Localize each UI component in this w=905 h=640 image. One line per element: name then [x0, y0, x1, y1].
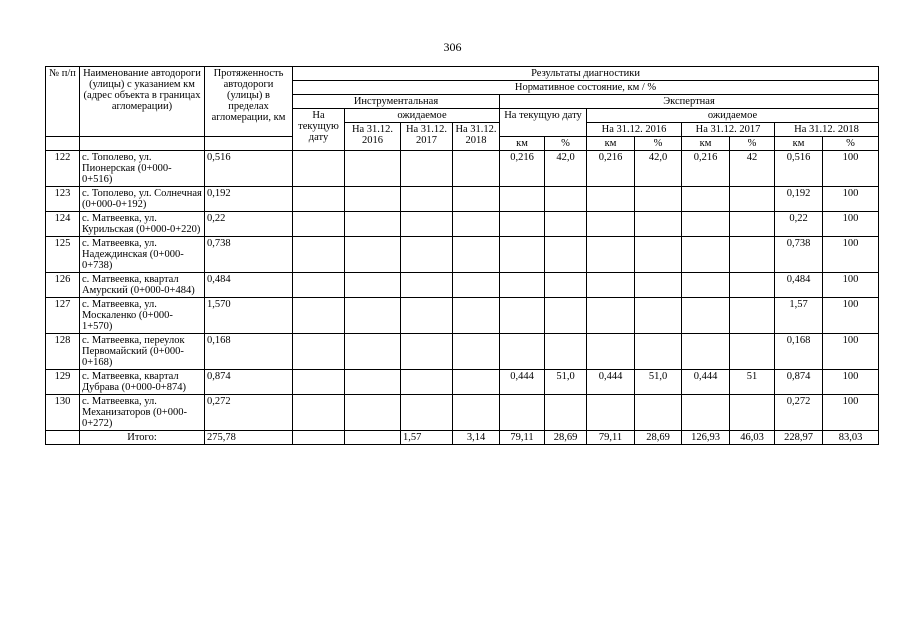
cell-2018-km: 0,874: [775, 370, 823, 395]
cell-cur-km: [500, 273, 545, 298]
cell-2016-km: 0,216: [587, 151, 635, 187]
cell-instr-2017: [401, 151, 453, 187]
header-length: Протяженность автодороги (улицы) в пределах агломерации, км: [205, 67, 293, 137]
cell-instr-current: [293, 334, 345, 370]
total-2018-km: 228,97: [775, 431, 823, 445]
header-expert-2017: На 31.12. 2017: [682, 123, 775, 137]
cell-2016-km: [587, 212, 635, 237]
cell-instr-current: [293, 187, 345, 212]
header-results: Результаты диагностики: [293, 67, 879, 81]
cell-2018-pct: 100: [823, 187, 879, 212]
cell-instr-2018: [453, 395, 500, 431]
table-row: [46, 237, 879, 273]
cell-2017-pct: 42: [730, 151, 775, 187]
cell-2017-km: 0,216: [682, 151, 730, 187]
cell-cur-pct: [545, 273, 587, 298]
cell-instr-2018: [453, 298, 500, 334]
cell-2018-km: 0,272: [775, 395, 823, 431]
cell-2017-pct: [730, 273, 775, 298]
cell-num: 124: [46, 212, 80, 237]
header-2016-km: км: [587, 137, 635, 151]
header-cur-pct: %: [545, 137, 587, 151]
cell-instr-2018: [453, 334, 500, 370]
cell-2017-km: [682, 187, 730, 212]
table-row: [46, 212, 879, 237]
cell-2017-pct: [730, 298, 775, 334]
cell-2016-pct: [635, 237, 682, 273]
cell-instr-2018: [453, 212, 500, 237]
total-instr-2017: 1,57: [401, 431, 453, 445]
cell-instr-current: [293, 273, 345, 298]
cell-2018-pct: 100: [823, 370, 879, 395]
cell-name: с. Матвеевка, ул. Механизаторов (0+000-0+272): [80, 395, 205, 431]
cell-instr-2017: [401, 273, 453, 298]
cell-instr-2018: [453, 273, 500, 298]
header-instr-current: На текущую дату: [293, 109, 345, 151]
cell-name: с. Тополево, ул. Солнечная (0+000-0+192): [80, 187, 205, 212]
cell-length: 0,22: [205, 212, 293, 237]
header-expert-current: На текущую дату: [500, 109, 587, 137]
cell-2017-pct: [730, 187, 775, 212]
cell-2016-km: [587, 298, 635, 334]
cell-length: 0,738: [205, 237, 293, 273]
header-spacer-name: [80, 137, 205, 151]
cell-instr-2017: [401, 298, 453, 334]
header-expert: Экспертная: [500, 95, 879, 109]
cell-2016-pct: 51,0: [635, 370, 682, 395]
cell-cur-km: [500, 298, 545, 334]
cell-length: 0,874: [205, 370, 293, 395]
cell-2018-km: 1,57: [775, 298, 823, 334]
table-row: [46, 395, 879, 431]
cell-instr-current: [293, 370, 345, 395]
cell-instr-2016: [345, 370, 401, 395]
header-spacer-length: [205, 137, 293, 151]
cell-name: с. Тополево, ул. Пионерская (0+000-0+516): [80, 151, 205, 187]
cell-2018-km: 0,168: [775, 334, 823, 370]
cell-name: с. Матвеевка, ул. Москаленко (0+000-1+570): [80, 298, 205, 334]
cell-length: 0,272: [205, 395, 293, 431]
cell-2016-km: [587, 395, 635, 431]
cell-cur-pct: [545, 298, 587, 334]
cell-2017-km: [682, 237, 730, 273]
cell-instr-2017: [401, 334, 453, 370]
cell-name: с. Матвеевка, переулок Первомайский (0+000-0+168): [80, 334, 205, 370]
total-cur-pct: 28,69: [545, 431, 587, 445]
cell-cur-km: [500, 237, 545, 273]
cell-2016-km: [587, 187, 635, 212]
cell-instr-2016: [345, 237, 401, 273]
cell-2016-pct: [635, 212, 682, 237]
cell-num: 127: [46, 298, 80, 334]
cell-instr-2018: [453, 237, 500, 273]
table-row: [46, 298, 879, 334]
cell-2017-pct: [730, 212, 775, 237]
table-row: [46, 334, 879, 370]
header-cur-km: км: [500, 137, 545, 151]
header-spacer-num: [46, 137, 80, 151]
cell-2017-pct: [730, 395, 775, 431]
cell-2018-pct: 100: [823, 334, 879, 370]
header-instr-2016: На 31.12. 2016: [345, 123, 401, 151]
page-number: 306: [443, 40, 462, 54]
cell-num: 129: [46, 370, 80, 395]
cell-2017-pct: [730, 237, 775, 273]
cell-2018-pct: 100: [823, 151, 879, 187]
total-instr-current: [293, 431, 345, 445]
cell-length: 0,168: [205, 334, 293, 370]
cell-num: 128: [46, 334, 80, 370]
cell-num: 130: [46, 395, 80, 431]
cell-2018-pct: 100: [823, 237, 879, 273]
cell-2017-km: [682, 334, 730, 370]
cell-2018-km: 0,22: [775, 212, 823, 237]
cell-2017-km: [682, 395, 730, 431]
total-label: Итого:: [80, 431, 205, 445]
total-2017-pct: 46,03: [730, 431, 775, 445]
cell-instr-2016: [345, 334, 401, 370]
cell-instr-current: [293, 298, 345, 334]
header-2018-pct: %: [823, 137, 879, 151]
cell-num: 125: [46, 237, 80, 273]
cell-cur-pct: [545, 334, 587, 370]
cell-cur-km: 0,216: [500, 151, 545, 187]
total-cur-km: 79,11: [500, 431, 545, 445]
cell-name: с. Матвеевка, квартал Амурский (0+000-0+484): [80, 273, 205, 298]
total-2016-pct: 28,69: [635, 431, 682, 445]
cell-2018-km: 0,516: [775, 151, 823, 187]
diagnostics-table: [45, 66, 879, 445]
cell-instr-2016: [345, 187, 401, 212]
cell-cur-pct: 42,0: [545, 151, 587, 187]
cell-2016-km: [587, 334, 635, 370]
cell-length: 1,570: [205, 298, 293, 334]
cell-cur-pct: [545, 187, 587, 212]
cell-2016-km: [587, 237, 635, 273]
cell-num: 122: [46, 151, 80, 187]
total-2016-km: 79,11: [587, 431, 635, 445]
header-2016-pct: %: [635, 137, 682, 151]
header-row-1: [46, 67, 879, 81]
table-row: [46, 273, 879, 298]
header-instr-expected: ожидаемое: [345, 109, 500, 123]
cell-cur-pct: 51,0: [545, 370, 587, 395]
cell-cur-km: [500, 187, 545, 212]
total-2017-km: 126,93: [682, 431, 730, 445]
header-num: № п/п: [46, 67, 80, 137]
cell-instr-2016: [345, 395, 401, 431]
cell-2017-pct: [730, 334, 775, 370]
cell-instr-2017: [401, 187, 453, 212]
cell-num: 126: [46, 273, 80, 298]
header-expert-2018: На 31.12. 2018: [775, 123, 879, 137]
cell-2018-pct: 100: [823, 298, 879, 334]
cell-2017-pct: 51: [730, 370, 775, 395]
total-2018-pct: 83,03: [823, 431, 879, 445]
header-expert-2016: На 31.12. 2016: [587, 123, 682, 137]
header-2017-km: км: [682, 137, 730, 151]
cell-2018-pct: 100: [823, 395, 879, 431]
header-2017-pct: %: [730, 137, 775, 151]
header-name: Наименование автодороги (улицы) с указанием км (адрес объекта в границах агломерации): [80, 67, 205, 137]
cell-instr-2016: [345, 273, 401, 298]
cell-instr-2017: [401, 370, 453, 395]
cell-instr-2016: [345, 298, 401, 334]
header-instr-2017: На 31.12. 2017: [401, 123, 453, 151]
cell-2018-km: 0,738: [775, 237, 823, 273]
cell-instr-2016: [345, 151, 401, 187]
cell-cur-pct: [545, 237, 587, 273]
cell-2017-km: 0,444: [682, 370, 730, 395]
cell-instr-2017: [401, 237, 453, 273]
cell-instr-current: [293, 237, 345, 273]
table-row: [46, 370, 879, 395]
cell-2017-km: [682, 298, 730, 334]
cell-instr-current: [293, 212, 345, 237]
total-length: 275,78: [205, 431, 293, 445]
cell-num: 123: [46, 187, 80, 212]
cell-name: с. Матвеевка, ул. Курильская (0+000-0+220): [80, 212, 205, 237]
total-row: [46, 431, 879, 445]
cell-cur-km: [500, 395, 545, 431]
cell-2017-km: [682, 212, 730, 237]
total-spacer: [46, 431, 80, 445]
total-instr-2018: 3,14: [453, 431, 500, 445]
header-instr-2018: На 31.12. 2018: [453, 123, 500, 151]
cell-length: 0,192: [205, 187, 293, 212]
cell-instr-2017: [401, 212, 453, 237]
cell-instr-current: [293, 395, 345, 431]
cell-name: с. Матвеевка, ул. Надеждинская (0+000-0+738): [80, 237, 205, 273]
cell-2018-km: 0,192: [775, 187, 823, 212]
cell-2016-km: [587, 273, 635, 298]
cell-2016-pct: [635, 187, 682, 212]
cell-length: 0,484: [205, 273, 293, 298]
total-instr-2016: [345, 431, 401, 445]
cell-2016-pct: [635, 298, 682, 334]
cell-2016-pct: 42,0: [635, 151, 682, 187]
cell-instr-2017: [401, 395, 453, 431]
cell-name: с. Матвеевка, квартал Дубрава (0+000-0+874): [80, 370, 205, 395]
cell-length: 0,516: [205, 151, 293, 187]
header-instrumental: Инструментальная: [293, 95, 500, 109]
cell-cur-km: [500, 334, 545, 370]
cell-2018-pct: 100: [823, 212, 879, 237]
cell-cur-pct: [545, 212, 587, 237]
table-row: [46, 151, 879, 187]
cell-instr-2016: [345, 212, 401, 237]
cell-2017-km: [682, 273, 730, 298]
cell-2018-pct: 100: [823, 273, 879, 298]
cell-2016-pct: [635, 273, 682, 298]
cell-instr-current: [293, 151, 345, 187]
cell-instr-2018: [453, 151, 500, 187]
cell-instr-2018: [453, 187, 500, 212]
cell-2016-pct: [635, 395, 682, 431]
table-row: [46, 187, 879, 212]
cell-cur-km: 0,444: [500, 370, 545, 395]
header-norm: Нормативное состояние, км / %: [293, 81, 879, 95]
cell-2016-km: 0,444: [587, 370, 635, 395]
cell-cur-pct: [545, 395, 587, 431]
header-2018-km: км: [775, 137, 823, 151]
cell-instr-2018: [453, 370, 500, 395]
cell-2016-pct: [635, 334, 682, 370]
cell-2018-km: 0,484: [775, 273, 823, 298]
header-expert-expected: ожидаемое: [587, 109, 879, 123]
cell-cur-km: [500, 212, 545, 237]
